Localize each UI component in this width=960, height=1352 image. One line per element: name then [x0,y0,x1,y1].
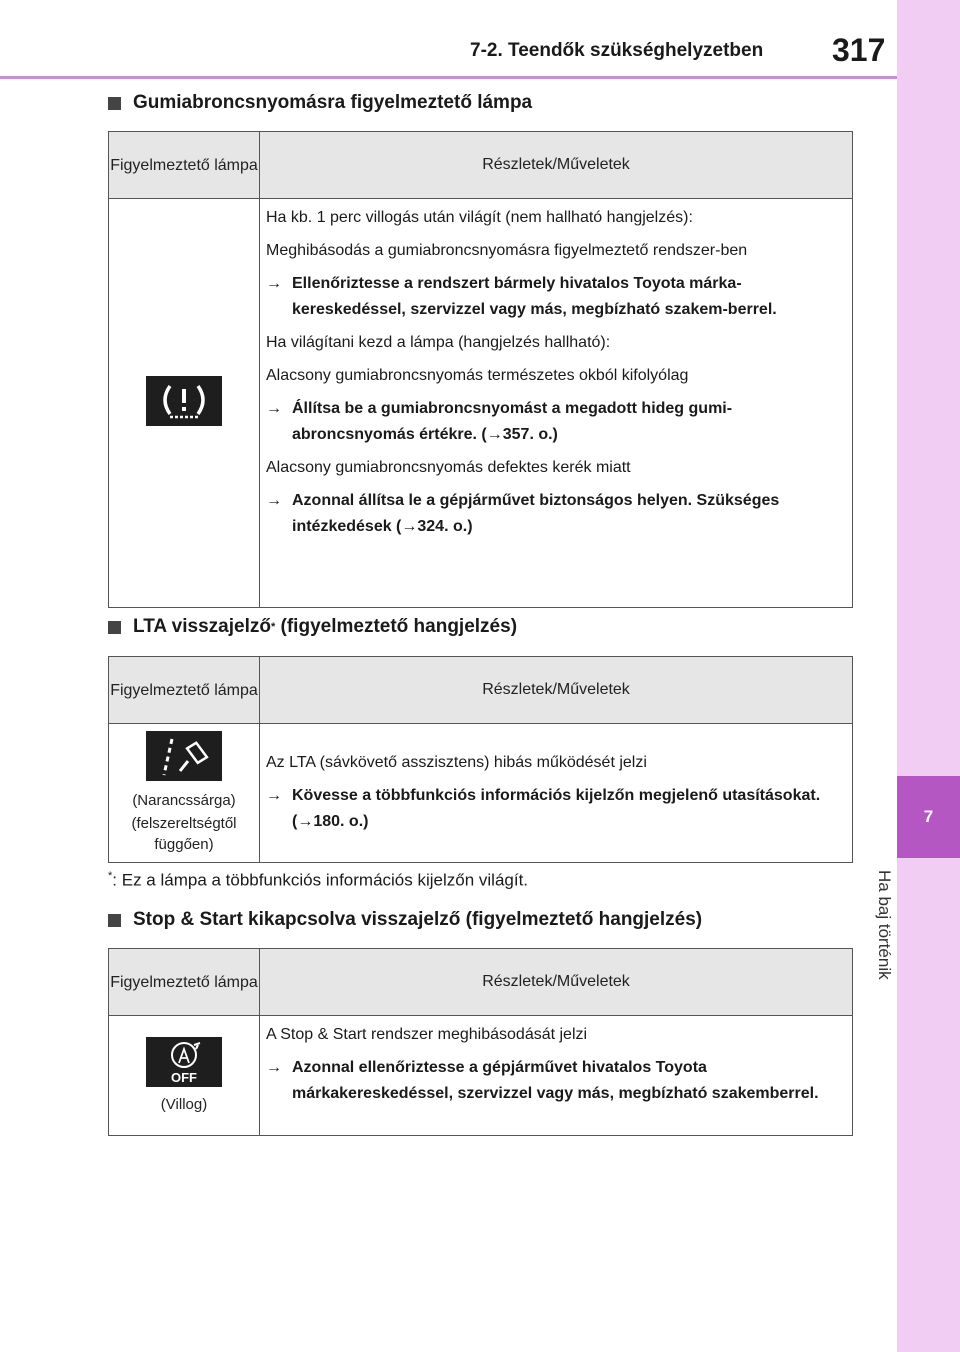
action-item: → Azonnal ellenőriztesse a gépjárművet hivatalos Toyota márkakereskedéssel, szervizzel vagy más, megbízható szakemberrel. [266,1055,846,1107]
running-header: 7-2. Teendők szükséghelyzetben [470,40,764,61]
arrow-icon: → [266,275,282,292]
lamp-cell [109,724,260,863]
detail-line: Ha világítani kezd a lámpa (hangjelzés hallható): [266,334,611,351]
arrow-icon: → [266,787,282,804]
table-row [109,199,853,608]
header-col-lamp: Figyelmeztető lámpa [109,657,260,724]
table-header-row [109,657,853,724]
action-item: → Azonnal állítsa le a gépjárművet biztonságos helyen. Szükséges intézkedések (→324. o.) [266,488,846,540]
detail-line: Meghibásodás a gumiabroncsnyomásra figyelmeztető rendszer-ben [266,242,748,259]
detail-line: A Stop & Start rendszer meghibásodását jelzi [266,1026,588,1043]
section-title-tire-pressure: Gumiabroncsnyomásra figyelmeztető lámpa [108,92,532,114]
table-row [109,1016,853,1136]
lta-table [108,656,853,863]
detail-line: Ha kb. 1 perc villogás után világít (nem hallható hangjelzés): [266,209,693,226]
chapter-title-text: Ha baj történik [875,870,895,980]
detail-line: Alacsony gumiabroncsnyomás defektes kerék miatt [266,459,631,476]
chapter-title-vertical [875,870,960,1020]
table-row [109,724,853,863]
stop-start-off-icon [146,1037,222,1087]
header-col-details: Részletek/Műveletek [260,132,853,199]
table-header-row [109,132,853,199]
lamp-cell [109,1016,260,1136]
details-cell [260,1016,853,1136]
details-cell [260,724,853,863]
action-item: → Állítsa be a gumiabroncsnyomást a megadott hideg gumi-abroncsnyomás értékre. (→357. o.) [266,396,846,448]
detail-line: Alacsony gumiabroncsnyomás természetes okból kifolyólag [266,367,689,384]
lane-tracing-assist-icon [146,731,222,781]
lamp-color-caption: (Narancssárga) [132,792,236,809]
footnote: *: Ez a lámpa a többfunkciós információs kijelzőn világít. [108,870,529,890]
table-header-row [109,949,853,1016]
section-title-lta: LTA visszajelző * (figyelmeztető hangjelzés) [108,616,517,638]
lamp-note-caption: (felszereltségtől függően) [131,815,237,853]
header-col-lamp: Figyelmeztető lámpa [109,949,260,1016]
chapter-sidebar [897,0,960,1352]
chapter-number-tab: 7 [897,776,960,858]
arrow-icon: → [266,492,282,509]
bullet-square-icon [108,621,121,634]
tire-pressure-warning-icon [146,376,222,426]
header-col-details: Részletek/Műveletek [260,949,853,1016]
detail-line: Az LTA (sávkövető asszisztens) hibás működését jelzi [266,754,647,771]
action-item: → Ellenőriztesse a rendszert bármely hivatalos Toyota márka-kereskedéssel, szervizzel vagy más, megbízható szakem-berrel. [266,271,846,323]
stop-start-table [108,948,853,1136]
bullet-square-icon [108,914,121,927]
lamp-cell [109,199,260,608]
action-item: → Kövesse a többfunkciós információs kijelzőn megjelenő utasításokat. (→180. o.) [266,783,846,835]
header-col-lamp: Figyelmeztető lámpa [109,132,260,199]
arrow-icon: → [266,400,282,417]
lamp-state-caption: (Villog) [160,1095,208,1113]
header-rule [0,76,897,79]
tire-pressure-table [108,131,853,608]
section-title-stop-start: Stop & Start kikapcsolva visszajelző (figyelmeztető hangjelzés) [108,909,702,931]
header-col-details: Részletek/Műveletek [260,657,853,724]
page-number: 317 [832,32,886,68]
details-cell [260,199,853,608]
bullet-square-icon [108,97,121,110]
arrow-icon: → [266,1059,282,1076]
off-label: OFF [171,1069,197,1085]
